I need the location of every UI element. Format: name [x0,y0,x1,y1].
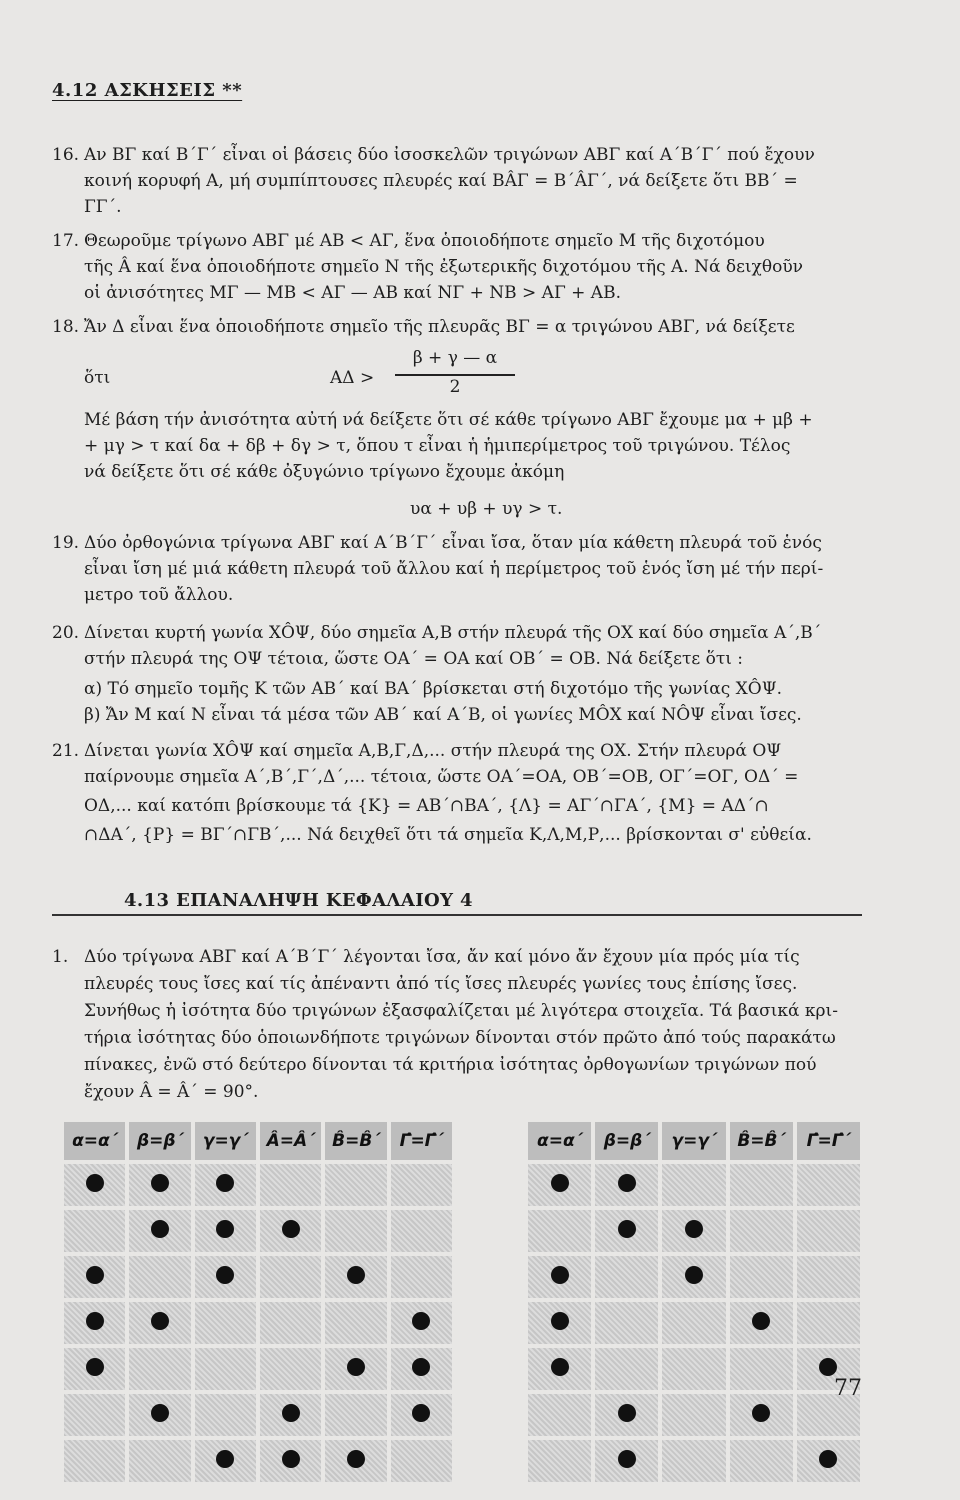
table-cell [660,1162,727,1208]
table-cell [258,1208,323,1254]
page-number: 77 [834,1376,862,1401]
exercise-19-line-3: μετρο τοῦ ἄλλου. [84,585,234,605]
table-cell [323,1438,388,1484]
table-cell [323,1300,388,1346]
exercise-18-formula-mid: ΑΔ > [330,368,375,388]
table-cell [62,1254,127,1300]
table-cell [323,1392,388,1438]
column-header: γ=γ΄ [193,1120,258,1162]
criterion-dot-icon [86,1174,104,1192]
table-row [62,1300,454,1346]
exercise-16-line-1: Αν ΒΓ καί Β΄Γ΄ εἶναι οἱ βάσεις δύο ἰσοσκελῶν τριγώνων ΑΒΓ καί Α΄Β΄Γ΄ πού ἔχουν [84,145,815,165]
exercise-19-line-1: Δύο ὀρθογώνια τρίγωνα ΑΒΓ καί Α΄Β΄Γ΄ εἶναι ἴσα, ὅταν μία κάθετη πλευρά τοῦ ἑνός [84,533,822,553]
table-cell [593,1346,660,1392]
table-cell [526,1392,593,1438]
criterion-dot-icon [819,1450,837,1468]
column-header: Γ̂=Γ̂΄ [389,1120,454,1162]
criterion-dot-icon [412,1404,430,1422]
exercise-21-line-2: παίρνουμε σημεῖα Α΄,Β΄,Γ΄,Δ΄,... τέτοια, ὥστε ΟΑ΄=ΟΑ, ΟΒ΄=ΟΒ, ΟΓ΄=ΟΓ, ΟΔ΄ = [84,767,799,787]
criterion-dot-icon [412,1358,430,1376]
table-cell [62,1300,127,1346]
criterion-dot-icon [151,1220,169,1238]
column-header: α=α΄ [62,1120,127,1162]
table-cell [258,1162,323,1208]
table-cell [660,1346,727,1392]
table-cell [193,1162,258,1208]
criterion-dot-icon [551,1174,569,1192]
column-header: Γ̂=Γ̂΄ [795,1120,862,1162]
criterion-dot-icon [282,1450,300,1468]
table-cell [323,1208,388,1254]
table-cell [127,1438,192,1484]
exercise-18-fraction-numerator: β + γ — α [412,348,498,368]
table-cell [323,1346,388,1392]
column-header: B̂=B̂΄ [728,1120,795,1162]
table-row [62,1208,454,1254]
criterion-dot-icon [551,1266,569,1284]
table-cell [795,1208,862,1254]
exercise-21-number: 21. [52,741,80,761]
table-cell [526,1162,593,1208]
table-cell [728,1208,795,1254]
table-cell [193,1208,258,1254]
table-cell [728,1438,795,1484]
table-cell [389,1392,454,1438]
table-cell [127,1300,192,1346]
table-row [526,1300,862,1346]
exercise-21-line-3: ΟΔ,... καί κατόπι βρίσκουμε τά {Κ} = ΑΒ΄∩ΒΑ΄, {Λ} = ΑΓ΄∩ΓΑ΄, {Μ} = ΑΔ΄∩ [84,796,769,816]
exercise-18-rest-2: + μγ > τ καί δα + δβ + δγ > τ, ὅπου τ εἶναι ἡ ἡμιπερίμετρος τοῦ τριγώνου. Τέλος [84,436,791,456]
criterion-dot-icon [551,1358,569,1376]
criterion-dot-icon [86,1358,104,1376]
criterion-dot-icon [86,1312,104,1330]
exercise-18-rest-1: Μέ βάση τήν ἀνισότητα αὐτή νά δείξετε ὅτι σέ κάθε τρίγωνο ΑΒΓ ἔχουμε μα + μβ + [84,410,813,430]
exercise-20-line-1: Δίνεται κυρτή γωνία ΧÔΨ, δύο σημεῖα Α,Β στήν πλευρά τῆς ΟΧ καί δύο σημεῖα Α΄,Β΄ [84,623,822,643]
exercise-20-line-3: α) Τό σημεῖο τομῆς Κ τῶν ΑΒ΄ καί ΒΑ΄ βρίσκεται στή διχοτόμο τῆς γωνίας ΧÔΨ. [84,679,783,699]
table-cell [127,1392,192,1438]
review-1-number: 1. [52,947,69,967]
table-row [62,1346,454,1392]
criterion-dot-icon [412,1312,430,1330]
table-row [526,1392,862,1438]
table-cell [526,1300,593,1346]
review-heading: 4.13 ΕΠΑΝΑΛΗΨΗ ΚΕΦΑΛΑΙΟΥ 4 [124,890,473,911]
criterion-dot-icon [216,1450,234,1468]
table-cell [389,1208,454,1254]
table-cell [193,1346,258,1392]
table-cell [660,1254,727,1300]
table-cell [660,1300,727,1346]
exercise-20-line-4: β) Ἄν Μ καί Ν εἶναι τά μέσα τῶν ΑΒ΄ καί Α΄Β, οἱ γωνίες ΜÔΧ καί ΝÔΨ εἶναι ἴσες. [84,705,802,725]
exercise-18-formula-lhs: ὅτι [84,368,111,388]
criterion-dot-icon [685,1220,703,1238]
exercise-16-number: 16. [52,145,80,165]
table-cell [593,1392,660,1438]
table-cell [193,1438,258,1484]
section-heading: 4.12 ΑΣΚΗΣΕΙΣ ** [52,80,243,101]
table-row [62,1254,454,1300]
exercise-17-line-1: Θεωροῦμε τρίγωνο ΑΒΓ μέ ΑΒ < ΑΓ, ἕνα ὁποιοδήποτε σημεῖο Μ τῆς διχοτόμου [84,231,765,251]
exercise-17-line-3: οἱ ἀνισότητες ΜΓ — ΜΒ < ΑΓ — ΑΒ καί ΝΓ + ΝΒ > ΑΓ + ΑΒ. [84,283,621,303]
review-1-line-1: Δύο τρίγωνα ΑΒΓ καί Α΄Β΄Γ΄ λέγονται ἴσα, ἄν καί μόνο ἄν ἔχουν μία πρός μία τίς [84,947,800,967]
exercise-17-number: 17. [52,231,80,251]
table-cell [728,1346,795,1392]
column-header: B̂=B̂΄ [323,1120,388,1162]
criterion-dot-icon [151,1404,169,1422]
table-cell [258,1254,323,1300]
table-cell [193,1392,258,1438]
table-cell [62,1392,127,1438]
criterion-dot-icon [216,1220,234,1238]
exercise-19-line-2: εἶναι ἴση μέ μιά κάθετη πλευρά τοῦ ἄλλου καί ἡ περίμετρος τοῦ ἑνός ἴση μέ τήν περί- [84,559,824,579]
table-cell [660,1208,727,1254]
criterion-dot-icon [282,1220,300,1238]
table-row [526,1438,862,1484]
table-cell [62,1162,127,1208]
table-cell [593,1208,660,1254]
exercise-18-number: 18. [52,317,80,337]
review-1-line-4: τήρια ἰσότητας δύο ὁποιωνδήποτε τριγώνων δίνονται στόν πρῶτο ἀπό τούς παρακάτω [84,1028,836,1048]
table-cell [127,1346,192,1392]
table-row [62,1392,454,1438]
table-cell [323,1254,388,1300]
table-row [526,1162,862,1208]
criterion-dot-icon [618,1404,636,1422]
table-cell [795,1438,862,1484]
exercise-18-final-formula: υα + υβ + υγ > τ. [410,499,563,519]
column-header: Â=Â΄ [258,1120,323,1162]
table-row [526,1254,862,1300]
table-cell [323,1162,388,1208]
table-cell [593,1438,660,1484]
review-heading-rule [52,914,862,916]
table-cell [389,1254,454,1300]
criterion-dot-icon [618,1220,636,1238]
table-cell [526,1208,593,1254]
column-header: β=β΄ [127,1120,192,1162]
criterion-dot-icon [347,1450,365,1468]
review-1-line-2: πλευρές τους ἴσες καί τίς ἀπέναντι ἀπό τίς ἴσες πλευρές γωνίες τους ἐπίσης ἴσες. [84,974,798,994]
criterion-dot-icon [216,1266,234,1284]
table-cell [593,1162,660,1208]
criterion-dot-icon [618,1174,636,1192]
review-1-line-5: πίνακες, ἐνῶ στό δεύτερο δίνονται τά κριτήρια ἰσότητας ὀρθογωνίων τριγώνων πού [84,1055,817,1075]
column-header: α=α΄ [526,1120,593,1162]
exercise-18-fraction-denominator: 2 [449,377,461,397]
criterion-dot-icon [151,1174,169,1192]
exercise-17-line-2: τῆς Â καί ἕνα ὁποιοδήποτε σημεῖο Ν τῆς ἐξωτερικῆς διχοτόμου τῆς Α. Νά δειχθοῦν [84,257,803,277]
table-cell [795,1254,862,1300]
table-cell [728,1162,795,1208]
table-row [526,1208,862,1254]
exercise-20-line-2: στήν πλευρά της ΟΨ τέτοια, ὥστε ΟΑ΄ = ΟΑ καί ΟΒ΄ = ΟΒ. Νά δείξετε ὅτι : [84,649,744,669]
table-cell [526,1254,593,1300]
table-cell [795,1300,862,1346]
exercise-18-rest-3: νά δείξετε ὅτι σέ κάθε ὀξυγώνιο τρίγωνο ἔχουμε ἀκόμη [84,462,565,482]
table-cell [728,1300,795,1346]
table-cell [593,1300,660,1346]
exercise-16-line-3: ΓΓ΄. [84,197,122,217]
criterion-dot-icon [347,1266,365,1284]
table-cell [258,1438,323,1484]
table-cell [660,1438,727,1484]
table-cell [193,1254,258,1300]
exercise-21-line-4: ∩ΔΑ΄, {Ρ} = ΒΓ΄∩ΓΒ΄,... Νά δειχθεῖ ὅτι τά σημεῖα Κ,Λ,Μ,Ρ,... βρίσκονται σ' εὐθεία. [84,825,812,845]
exercise-21-line-1: Δίνεται γωνία ΧÔΨ καί σημεῖα Α,Β,Γ,Δ,... στήν πλευρά της ΟΧ. Στήν πλευρά ΟΨ [84,741,782,761]
table-cell [62,1438,127,1484]
criterion-dot-icon [551,1312,569,1330]
criterion-dot-icon [618,1450,636,1468]
table-cell [660,1392,727,1438]
criterion-dot-icon [819,1358,837,1376]
table-cell [389,1162,454,1208]
exercise-20-number: 20. [52,623,80,643]
criterion-dot-icon [282,1404,300,1422]
table-row [62,1438,454,1484]
table-cell [127,1162,192,1208]
criterion-dot-icon [752,1404,770,1422]
criterion-dot-icon [685,1266,703,1284]
table-cell [593,1254,660,1300]
column-header: γ=γ΄ [660,1120,727,1162]
criterion-dot-icon [216,1174,234,1192]
table-cell [389,1346,454,1392]
table-cell [728,1392,795,1438]
criterion-dot-icon [86,1266,104,1284]
criterion-dot-icon [752,1312,770,1330]
table-cell [258,1346,323,1392]
exercise-19-number: 19. [52,533,80,553]
criterion-dot-icon [151,1312,169,1330]
exercise-16-line-2: κοινή κορυφή Α, μή συμπίπτουσες πλευρές καί ΒÂΓ = Β΄ÂΓ΄, νά δείξετε ὅτι ΒΒ΄ = [84,171,798,191]
review-1-line-6: ἔχουν Â = Â΄ = 90°. [84,1082,259,1102]
table-cell [526,1346,593,1392]
exercise-18-line-1: Ἄν Δ εἶναι ἕνα ὁποιοδήποτε σημεῖο τῆς πλευρᾶς ΒΓ = α τριγώνου ΑΒΓ, νά δείξετε [84,317,795,337]
table-cell [127,1208,192,1254]
criteria-table-general [60,1118,456,1486]
table-cell [258,1300,323,1346]
review-1-line-3: Συνήθως ἡ ἰσότητα δύο τριγώνων ἐξασφαλίζεται μέ λιγότερα στοιχεῖα. Τά βασικά κρι- [84,1001,838,1021]
table-cell [127,1254,192,1300]
criteria-table-right-triangles [524,1118,864,1486]
table-cell [526,1438,593,1484]
table-row [526,1346,862,1392]
criterion-dot-icon [347,1358,365,1376]
column-header: β=β΄ [593,1120,660,1162]
table-cell [389,1438,454,1484]
table-cell [728,1254,795,1300]
table-cell [389,1300,454,1346]
table-cell [258,1392,323,1438]
table-row [62,1162,454,1208]
table-cell [193,1300,258,1346]
table-cell [62,1208,127,1254]
table-cell [62,1346,127,1392]
table-cell [795,1162,862,1208]
